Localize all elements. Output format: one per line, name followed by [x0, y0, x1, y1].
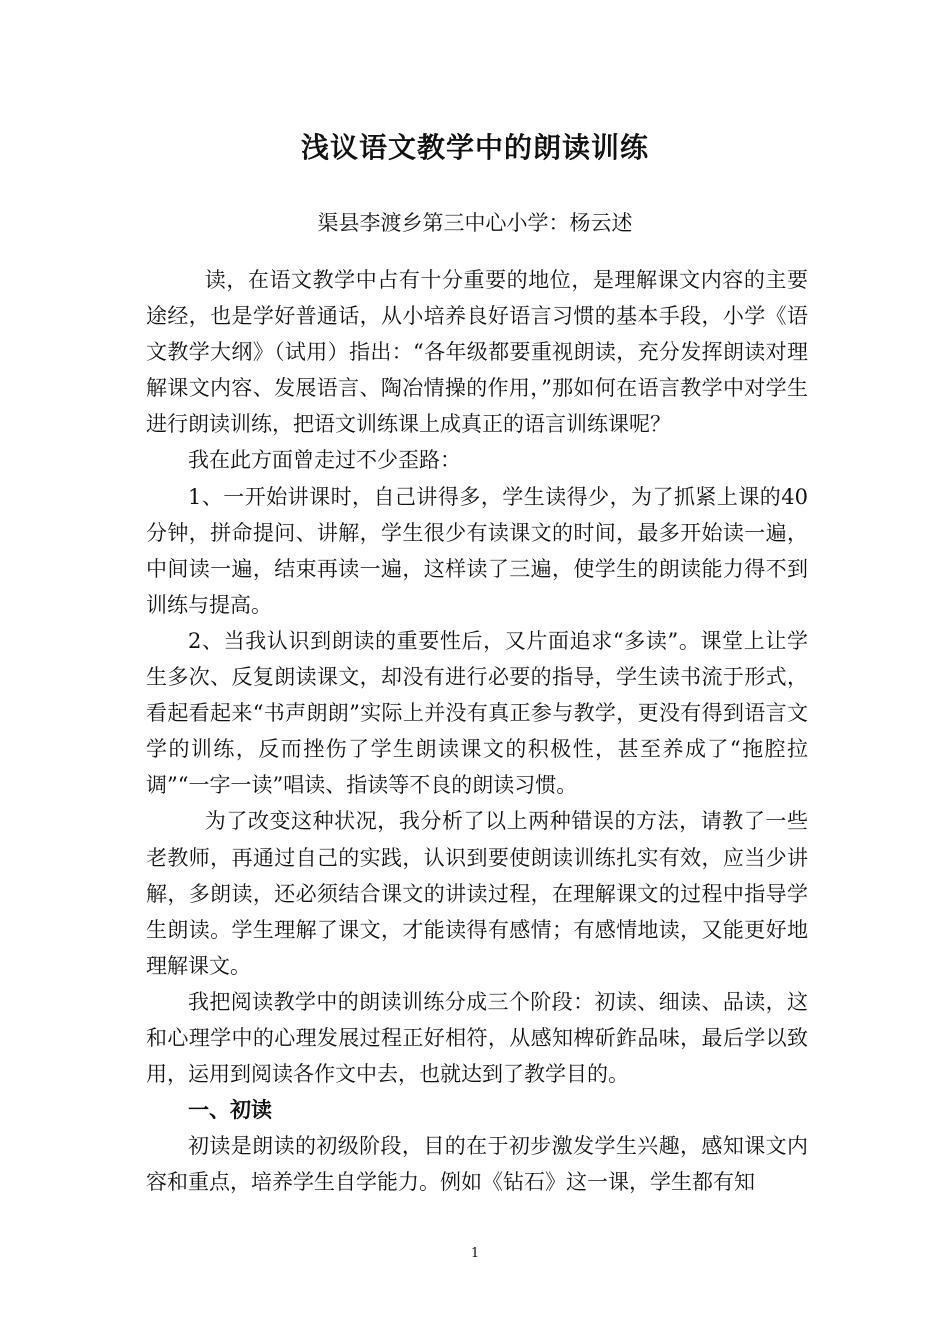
- body-paragraph: 读，在语文教学中占有十分重要的地位，是理解课文内容的主要途经，也是学好普通话，从小培养良好语言习惯的基本手段，小学《语文教学大纲》（试用）指出：“各年级都要重视朗读，充分发挥朗读对理解课文内容、发展语言、陶冶情操的作用，”那如何在语言教学中对学生进行朗读训练，把语文训练课上成真正的语言训练课呢？: [146, 268, 808, 437]
- body-paragraph: 1、一开始讲课时，自己讲得多，学生读得少，为了抓紧上课的40分钟，拼命提问、讲解，学生很少有读课文的时间，最多开始读一遍，中间读一遍，结束再读一遍，这样读了三遍，使学生的朗读能力得不到训练与提高。: [146, 484, 808, 617]
- section-paragraph: 初读是朗读的初级阶段，目的在于初步激发学生兴趣，感知课文内容和重点，培养学生自学能力。例如《钻石》这一课，学生都有知: [146, 1134, 808, 1195]
- body-paragraph: 为了改变这种状况，我分析了以上两种错误的方法，请教了一些老教师，再通过自己的实践，认识到要使朗读训练扎实有效，应当少讲解，多朗读，还必须结合课文的讲读过程，在理解课文的过程中指导学生朗读。学生理解了课文，才能读得有感情；有感情地读，又能更好地理解课文。: [146, 809, 808, 978]
- document-body: [146, 262, 808, 1200]
- document-author: 渠县李渡乡第三中心小学：杨云述: [317, 211, 633, 235]
- document-title: 浅议语文教学中的朗读训练: [300, 131, 649, 164]
- body-paragraph: 我把阅读教学中的朗读训练分成三个阶段：初读、细读、品读，这和心理学中的心理发展过程正好相符，从感知椑斫鈼品味，最后学以致用，运用到阅读各作文中去，也就达到了教学目的。: [146, 989, 808, 1087]
- section-heading: 一、初读: [188, 1097, 272, 1123]
- body-paragraph: 我在此方面曾走过不少歪路：: [188, 448, 461, 473]
- page-number: 1: [470, 1246, 480, 1261]
- body-paragraph: 2、当我认识到朗读的重要性后，又片面追求“多读”。课堂上让学生多次、反复朗读课文，却没有进行必要的指导，学生读书流于形式，看起看起来“书声朗朗”实际上并没有真正参与教学，更没有得到语言文学的训练，反而挫伤了学生朗读课文的积极性，甚至养成了“拖腔拉调”“一字一读”唱读、指读等不良的朗读习惯。: [146, 628, 808, 798]
